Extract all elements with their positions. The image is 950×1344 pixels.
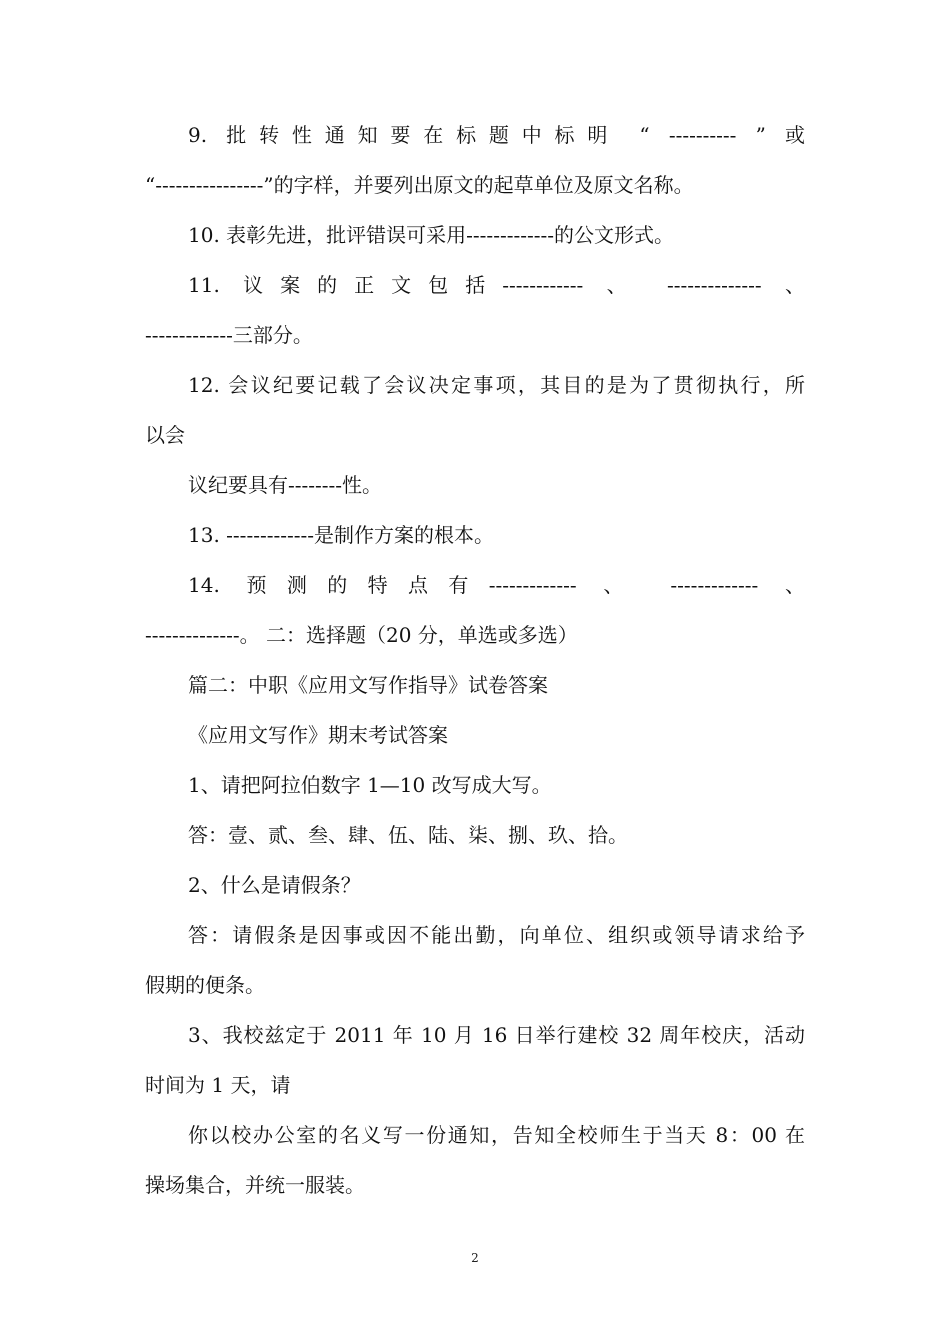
answer-2-line-1: 答：请假条是因事或因不能出勤，向单位、组织或领导请求给予 [188,923,805,947]
answer-title: 《应用文写作》期末考试答案 [188,723,448,747]
answer-1: 答：壹、贰、叁、肆、伍、陆、柒、捌、玖、拾。 [188,823,628,847]
question-11-line-1: 11. 议案的正文包括------------ 、 -------------- 、 [188,273,805,297]
question-9-line-2: “----------------”的字样，并要列出原文的起草单位及原文名称。 [145,173,694,197]
question-1: 1、请把阿拉伯数字 1—10 改写成大写。 [188,773,552,797]
page-number: 2 [471,1251,479,1265]
question-12-line-2: 以会 [145,423,185,447]
question-3-line-4: 操场集合，并统一服装。 [145,1173,365,1197]
answer-2-line-2: 假期的便条。 [145,973,265,997]
question-3-line-1: 3、我校兹定于 2011 年 10 月 16 日举行建校 32 周年校庆，活动 [188,1023,805,1047]
question-12-line-1: 12. 会议纪要记载了会议决定事项，其目的是为了贯彻执行，所 [188,373,805,397]
question-10-line: 10. 表彰先进，批评错误可采用-------------的公文形式。 [188,223,675,247]
question-14-line-2: --------------。 二：选择题（20 分，单选或多选） [145,623,578,647]
question-12-line-3: 议纪要具有--------性。 [188,473,383,497]
question-9-line-1: 9. 批转性通知要在标题中标明 “ ---------- ” 或 [188,123,805,147]
question-3-line-3: 你以校办公室的名义写一份通知，告知全校师生于当天 8：00 在 [188,1123,805,1147]
question-2: 2、什么是请假条？ [188,873,361,897]
question-3-line-2: 时间为 1 天，请 [145,1073,291,1097]
question-13-line: 13. -------------是制作方案的根本。 [188,523,495,547]
section-heading: 篇二：中职《应用文写作指导》试卷答案 [188,673,548,697]
question-11-line-2: -------------三部分。 [145,323,313,347]
question-14-line-1: 14. 预测的特点有------------- 、 ------------- 、 [188,573,805,597]
